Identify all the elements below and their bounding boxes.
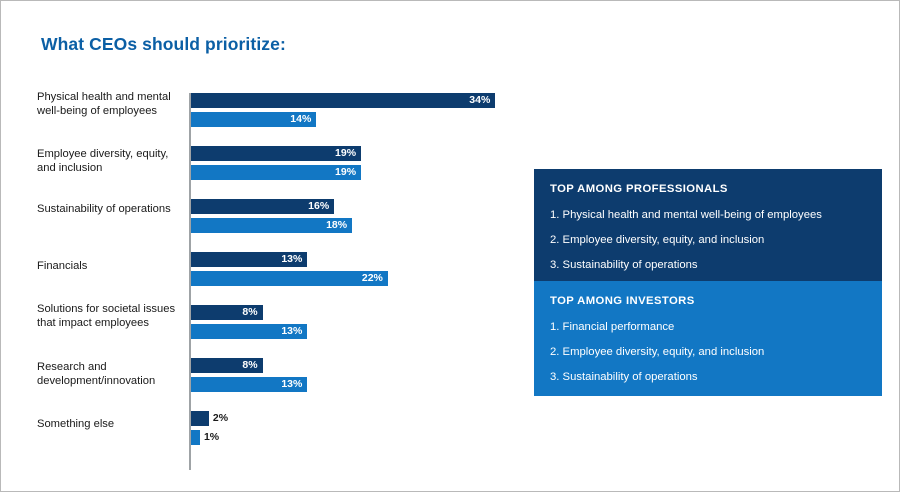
panel-list-item: 2. Employee diversity, equity, and inclusion	[550, 346, 765, 358]
panel-list-item: 3. Sustainability of operations	[550, 371, 698, 383]
bar-value-label: 8%	[242, 306, 258, 318]
category-label: Solutions for societal issues that impact employees	[37, 303, 176, 329]
category-label: Research and development/innovation	[37, 361, 156, 387]
category-label: Employee diversity, equity, and inclusion	[37, 148, 169, 174]
bar-value-label: 14%	[290, 113, 312, 125]
bar-value-label: 2%	[212, 412, 229, 424]
bar-value-label: 1%	[203, 431, 220, 443]
category-label: Something else	[37, 418, 115, 430]
panel-heading: TOP AMONG INVESTORS	[550, 295, 695, 307]
bar-chart	[37, 93, 507, 473]
bar-fill	[191, 411, 209, 426]
panel-list-item: 1. Physical health and mental well-being of employees	[550, 209, 822, 221]
bar-value-label: 22%	[361, 272, 383, 284]
category-label: Physical health and mental well-being of employees	[37, 91, 171, 117]
bar-value-label: 16%	[308, 200, 330, 212]
category-label: Sustainability of operations	[37, 203, 171, 215]
bar-value-label: 8%	[242, 359, 258, 371]
bar-fill	[191, 430, 200, 445]
bar-value-label: 13%	[281, 325, 303, 337]
panel-list-item: 3. Sustainability of operations	[550, 259, 698, 271]
bar-value-label: 18%	[326, 219, 348, 231]
bar-value-label: 13%	[281, 253, 303, 265]
bar-value-label: 19%	[335, 147, 357, 159]
category-label: Financials	[37, 260, 88, 272]
bar-fill	[191, 93, 495, 108]
panel-list-item: 1. Financial performance	[550, 321, 675, 333]
bar-fill	[191, 271, 388, 286]
bar-value-label: 19%	[335, 166, 357, 178]
bar-value-label: 13%	[281, 378, 303, 390]
panel-heading: TOP AMONG PROFESSIONALS	[550, 183, 728, 195]
panel-top-among-investors	[534, 281, 882, 396]
page-title: What CEOs should prioritize:	[41, 34, 286, 54]
bar-value-label: 34%	[469, 94, 491, 106]
panel-list-item: 2. Employee diversity, equity, and inclusion	[550, 234, 765, 246]
panel-top-among-professionals	[534, 169, 882, 281]
